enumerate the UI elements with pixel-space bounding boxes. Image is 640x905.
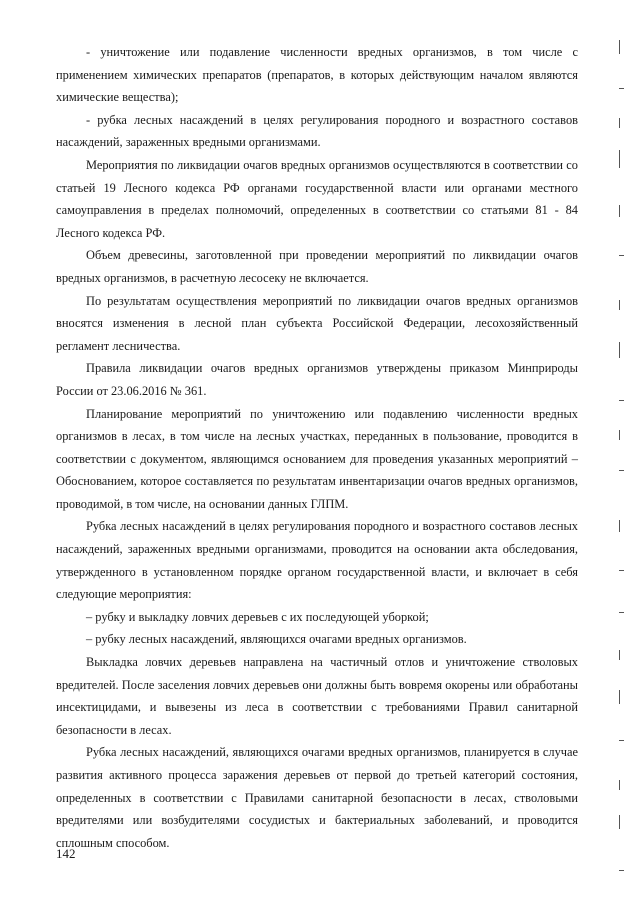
paragraph-11: Выкладка ловчих деревьев направлена на частичный отлов и уничтожение стволовых вредителей. После заселения ловчих деревьев они должны быть вовремя окорены или обработаны инсектицидами, и вывезены из леса в соответствии с требованиями Правил санитарной безопасности в лесах. [56, 655, 578, 737]
page-number: 142 [56, 846, 76, 861]
paragraph-12: Рубка лесных насаждений, являющихся очагами вредных организмов, планируется в случае развития активного процесса заражения деревьев от первой до третьей категорий состояния, определенных в соответствии с Правилами санитарной безопасности в лесах, стволовыми вредителями или возбудителями сосудистых и бактериальных заболеваний, и проводится сплошным способом. [56, 745, 578, 850]
paragraph-3: Мероприятия по ликвидации очагов вредных организмов осуществляются в соответствии со статьей 19 Лесного кодекса РФ органами государственной власти или органами местного самоуправления в пределах полномочий, определенных в соответствии со статьями 81 - 84 Лесного кодекса РФ. [56, 157, 578, 240]
paragraph-1: - уничтожение или подавление численности вредных организмов, в том числе с применением химических препаратов (препаратов, в которых действующим началом являются химические вещества); [56, 45, 578, 105]
paragraph-10: – рубку лесных насаждений, являющихся очагами вредных организмов. [86, 632, 467, 647]
paragraph-7: Планирование мероприятий по уничтожению или подавлению численности вредных организмов в лесах, в том числе на лесных участках, переданных в пользование, проводится в соответствии с документом, являющимся основанием для проведения указанных мероприятий – Обоснованием, которое составляется по результатам инвентаризации очагов вредных организмов, проводимой, в том числе, на основании данных ГЛПМ. [56, 406, 578, 511]
paragraph-6: Правила ликвидации очагов вредных организмов утверждены приказом Минприроды России от 23.06.2016 № 361. [56, 361, 578, 398]
paragraph-9: – рубку и выкладку ловчих деревьев с их последующей уборкой; [86, 609, 429, 624]
paragraph-5: По результатам осуществления мероприятий по ликвидации очагов вредных организмов вносятся изменения в лесной план субъекта Российской Федерации, лесохозяйственный регламент лесничества. [56, 293, 578, 353]
paragraph-2: - рубка лесных насаждений в целях регулирования породного и возрастного составов насаждений, зараженных вредными организмами. [56, 112, 578, 150]
page-body [56, 41, 578, 854]
paragraph-8: Рубка лесных насаждений в целях регулирования породного и возрастного составов лесных насаждений, зараженных вредными организмами, проводится на основании акта обследования, утвержденного в установленном порядке органом государственной власти, и включает в себя следующие мероприятия: [56, 519, 578, 602]
paragraph-4: Объем древесины, заготовленной при проведении мероприятий по ликвидации очагов вредных организмов, в расчетную лесосеку не включается. [56, 248, 578, 285]
